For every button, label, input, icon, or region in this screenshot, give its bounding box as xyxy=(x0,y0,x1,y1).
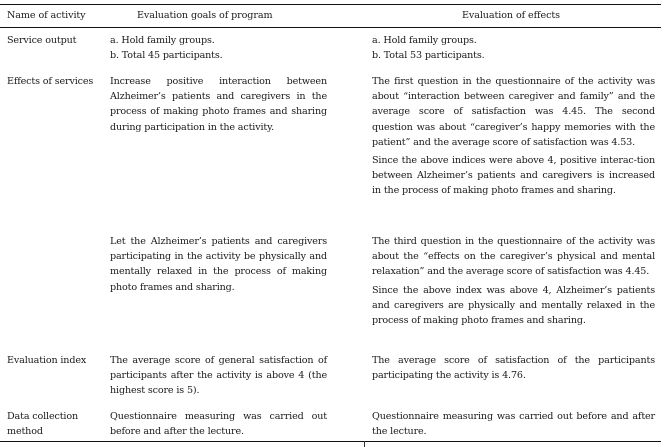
goal-item: a. Hold family groups. xyxy=(110,35,215,46)
row-effects-cell xyxy=(372,353,655,383)
goal-text: Let the Alzheimer’s patients and caregivers participating in the activity be physically and mentally relaxed in the process of making photo frames and sharing. xyxy=(110,236,327,293)
row-activity-label: Data collection method xyxy=(7,411,79,438)
header-evaluation-effects: Evaluation of effects xyxy=(462,10,560,21)
row-effects-cell xyxy=(372,409,655,439)
page-divider-tick xyxy=(364,441,365,447)
effect-text: The average score of satisfaction of the participants participating the activity is 4.76. xyxy=(372,355,655,382)
row-goals-cell xyxy=(110,33,327,63)
effect-item: b. Total 53 participants. xyxy=(372,50,485,62)
goal-text: Increase positive interaction between Alzheimer’s patients and caregivers in the process of making photo frames and sharing during participation in the activity. xyxy=(110,76,327,133)
row-goals-cell xyxy=(110,353,327,399)
effect-item: a. Hold family groups. xyxy=(372,35,477,46)
effect-conclusion: Since the above index was above 4, Alzheimer’s patients and caregivers are physically and mentally relaxed in the process of making photo frames and sharing. xyxy=(372,284,655,327)
row-activity-label: Effects of services xyxy=(7,76,94,87)
row-goals-cell xyxy=(110,409,327,439)
goal-item: b. Total 45 participants. xyxy=(110,50,223,62)
header-evaluation-goals: Evaluation goals of program xyxy=(137,10,273,21)
header-name-of-activity: Name of activity xyxy=(7,10,86,21)
row-activity-label: Evaluation index xyxy=(7,355,87,366)
table-bottom-rule xyxy=(0,441,661,442)
row-effects-cell xyxy=(372,74,655,199)
row-goals-cell xyxy=(110,74,327,135)
effect-conclusion: Since the above indices were above 4, positive interac-tion between Alzheimer’s patients and caregivers is increased in the process of making photo frames and sharing. xyxy=(372,155,655,197)
goal-text: Questionnaire measuring was carried out before and after the lecture. xyxy=(110,411,327,438)
row-effects-cell xyxy=(372,234,655,328)
table-header-rule xyxy=(0,27,661,28)
row-goals-cell xyxy=(110,234,327,295)
effect-text: The third question in the questionnaire of the activity was about the “effects on the caregiver’s physical and mental relaxation” and the average score of satisfaction was 4.45. xyxy=(372,236,655,278)
effect-text: The first question in the questionnaire of the activity was about “interaction between caregiver and family” and the average score of satisfaction was 4.45. The second question was about “caregiver’s happy memories with the patient” and the average score of satisfaction was 4.53. xyxy=(372,76,655,148)
row-effects-cell xyxy=(372,33,655,63)
effect-text: Questionnaire measuring was carried out before and after the lecture. xyxy=(372,411,655,438)
table-top-rule xyxy=(0,4,661,5)
row-activity-label: Service output xyxy=(7,35,77,46)
goal-text: The average score of general satisfaction of participants after the activity is above 4 (the highest score is 5). xyxy=(110,355,327,397)
